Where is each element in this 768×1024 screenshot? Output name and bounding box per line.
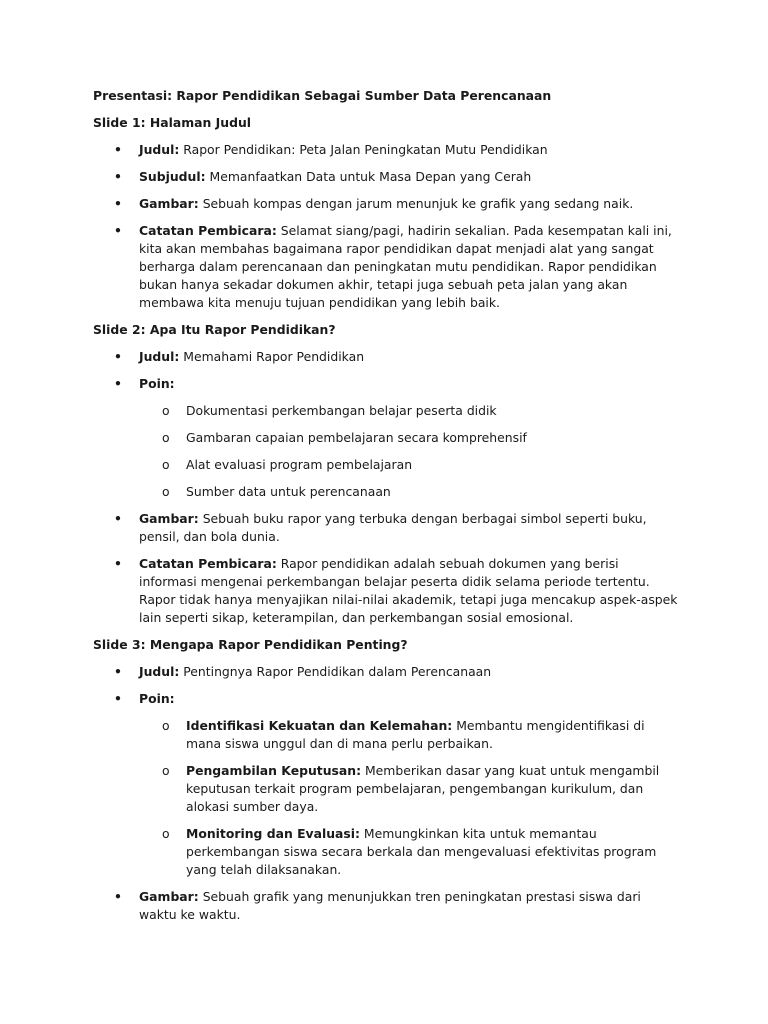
slide-2-list [93,348,678,627]
item-text: Sebuah kompas dengan jarum menunjuk ke grafik yang sedang naik. [198,196,634,211]
list-item: o Dokumentasi perkembangan belajar peserta didik [139,402,678,420]
item-text: Rapor Pendidikan: Peta Jalan Peningkatan Mutu Pendidikan [179,142,548,157]
item-text: Pentingnya Rapor Pendidikan dalam Perencanaan [179,664,492,679]
item-text: Memungkinkan kita untuk memantau perkembangan siswa secara berkala dan mengevaluasi efektivitas program yang telah dilaksanakan. [186,826,657,877]
slide-2-judul [93,348,678,366]
document-title: Presentasi: Rapor Pendidikan Sebagai Sumber Data Perencanaan [93,88,552,103]
list-item: o Alat evaluasi program pembelajaran [139,456,678,474]
slide-3-gambar [93,888,678,924]
item-label: Gambar: [139,889,199,904]
slide-3-heading: Slide 3: Mengapa Rapor Pendidikan Penting? [93,637,408,652]
item-label: Gambar: [139,196,199,211]
slide-3-list [93,663,678,924]
item-label: Poin: [139,691,175,706]
slide-2-poin-list [139,402,678,501]
list-item: o Gambaran capaian pembelajaran secara komprehensif [139,429,678,447]
item-label: Catatan Pembicara: [139,223,277,238]
slide-2-poin [93,375,678,501]
item-label: Judul: [139,664,180,679]
slide-1-gambar [93,195,678,213]
slide-3-poin-list [139,717,678,879]
item-text: Memberikan dasar yang kuat untuk mengambil keputusan terkait program pembelajaran, pengembangan kurikulum, dan alokasi sumber daya. [186,763,660,814]
slide-1-catatan [93,222,678,312]
slide-1-subjudul [93,168,678,186]
item-label: Judul: [139,349,180,364]
slide-2-gambar [93,510,678,546]
item-text: Memahami Rapor Pendidikan [179,349,365,364]
item-text: Memanfaatkan Data untuk Masa Depan yang Cerah [205,169,532,184]
item-label: Pengambilan Keputusan: [186,763,362,778]
slide-3-judul [93,663,678,681]
list-item [139,717,678,753]
item-label: Judul: [139,142,180,157]
item-label: Catatan Pembicara: [139,556,277,571]
list-item: o Sumber data untuk perencanaan [139,483,678,501]
slide-2-catatan [93,555,678,627]
item-text: Membantu mengidentifikasi di mana siswa unggul dan di mana perlu perbaikan. [186,718,645,751]
slide-1-list [93,141,678,312]
item-text: Selamat siang/pagi, hadirin sekalian. Pada kesempatan kali ini, kita akan membahas bagaimana rapor pendidikan dapat menjadi alat yang sangat berharga dalam perencanaan dan peningkatan mutu pendidikan. Rapor pendidikan bukan hanya sekadar dokumen akhir, tetapi juga sebuah peta jalan yang akan membawa kita menuju tujuan pendidikan yang lebih baik. [139,223,672,310]
document-body [93,87,678,933]
item-label: Subjudul: [139,169,206,184]
item-label: Identifikasi Kekuatan dan Kelemahan: [186,718,453,733]
item-label: Poin: [139,376,175,391]
item-text: Sebuah buku rapor yang terbuka dengan berbagai simbol seperti buku, pensil, dan bola dunia. [139,511,647,544]
slide-1-judul [93,141,678,159]
slide-2-heading: Slide 2: Apa Itu Rapor Pendidikan? [93,322,336,337]
item-text: Rapor pendidikan adalah sebuah dokumen yang berisi informasi mengenai perkembangan belajar peserta didik selama periode tertentu. Rapor tidak hanya menyajikan nilai-nilai akademik, tetapi juga mencakup aspek-aspek lain seperti sikap, keterampilan, dan perkembangan sosial emosional. [139,556,678,625]
slide-3-poin [93,690,678,879]
list-item [139,825,678,879]
item-label: Monitoring dan Evaluasi: [186,826,360,841]
item-label: Gambar: [139,511,199,526]
slide-1-heading: Slide 1: Halaman Judul [93,115,252,130]
list-item [139,762,678,816]
item-text: Sebuah grafik yang menunjukkan tren peningkatan prestasi siswa dari waktu ke waktu. [139,889,641,922]
